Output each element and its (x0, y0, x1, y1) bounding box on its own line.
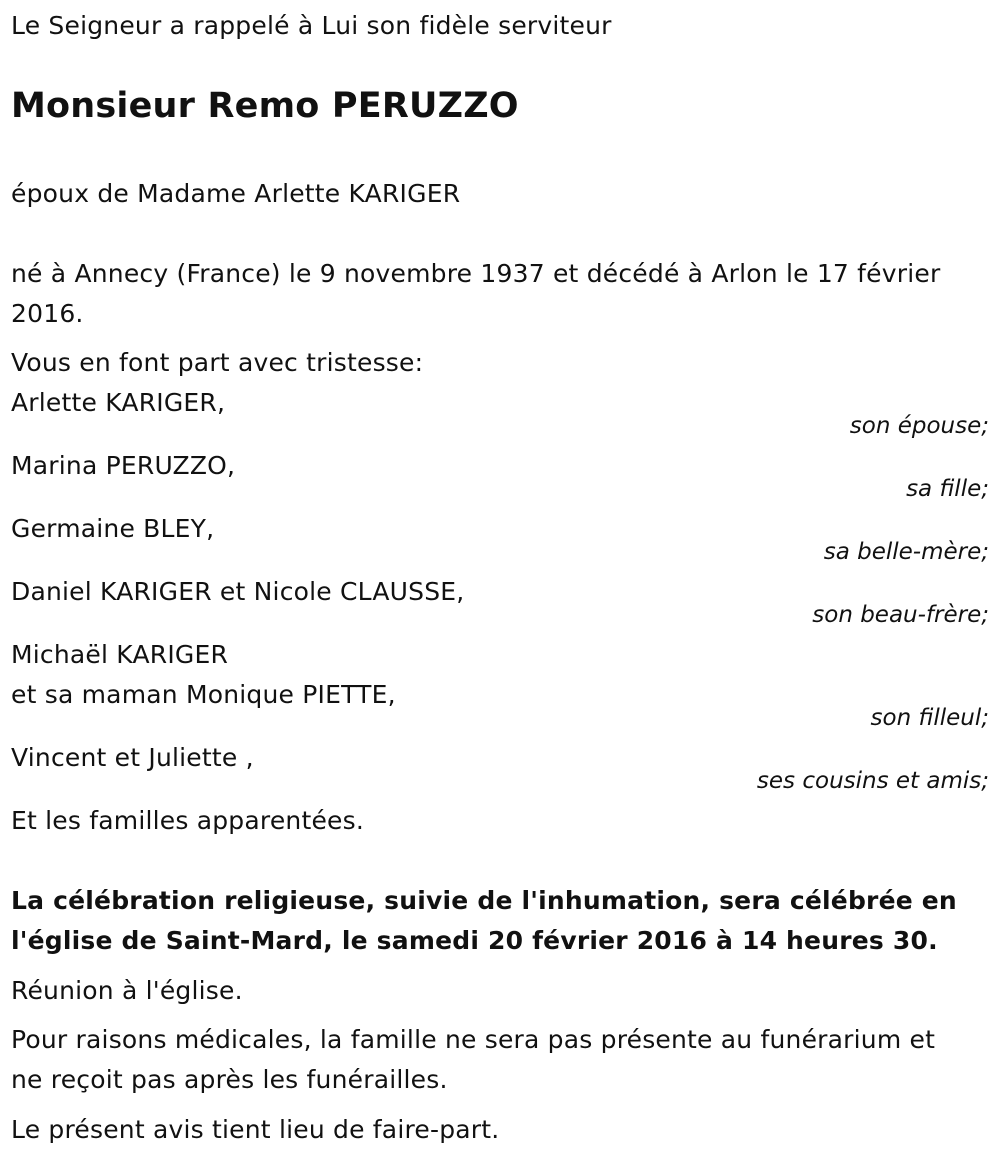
ceremony-line-1: La célébration religieuse, suivie de l'inhumation, sera célébrée en (11, 886, 957, 915)
birth-death-line-2: 2016. (11, 299, 84, 328)
family-member-role: son beau-frère; (812, 602, 989, 628)
closing-text: Le présent avis tient lieu de faire-part. (11, 1115, 500, 1144)
families-line: Et les familles apparentées. (11, 806, 364, 835)
family-member-role: son filleul; (870, 705, 989, 731)
deceased-name: Monsieur Remo PERUZZO (11, 86, 519, 126)
family-member-name: Michaël KARIGER (11, 640, 229, 669)
announce-text: Vous en font part avec tristesse: (11, 348, 424, 377)
family-member-name-continued: et sa maman Monique PIETTE, (11, 680, 396, 709)
family-member-name: Vincent et Juliette , (11, 743, 254, 772)
meeting-text: Réunion à l'église. (11, 976, 243, 1005)
medical-line-1: Pour raisons médicales, la famille ne sera pas présente au funérarium et (11, 1025, 936, 1054)
intro-text: Le Seigneur a rappelé à Lui son fidèle serviteur (11, 11, 612, 40)
family-member-role: sa fille; (906, 476, 989, 502)
family-member-name: Germaine BLEY, (11, 514, 215, 543)
ceremony-line-2: l'église de Saint-Mard, le samedi 20 février 2016 à 14 heures 30. (11, 926, 938, 955)
family-member-name: Arlette KARIGER, (11, 388, 226, 417)
family-member-name: Daniel KARIGER et Nicole CLAUSSE, (11, 577, 465, 606)
family-member-name: Marina PERUZZO, (11, 451, 236, 480)
family-member-role: ses cousins et amis; (756, 768, 989, 794)
family-member-role: sa belle-mère; (823, 539, 989, 565)
birth-death-line-1: né à Annecy (France) le 9 novembre 1937 et décédé à Arlon le 17 février (11, 259, 941, 288)
medical-line-2: ne reçoit pas après les funérailles. (11, 1065, 448, 1094)
family-member-role: son épouse; (849, 413, 989, 439)
spouse-line: époux de Madame Arlette KARIGER (11, 179, 461, 208)
